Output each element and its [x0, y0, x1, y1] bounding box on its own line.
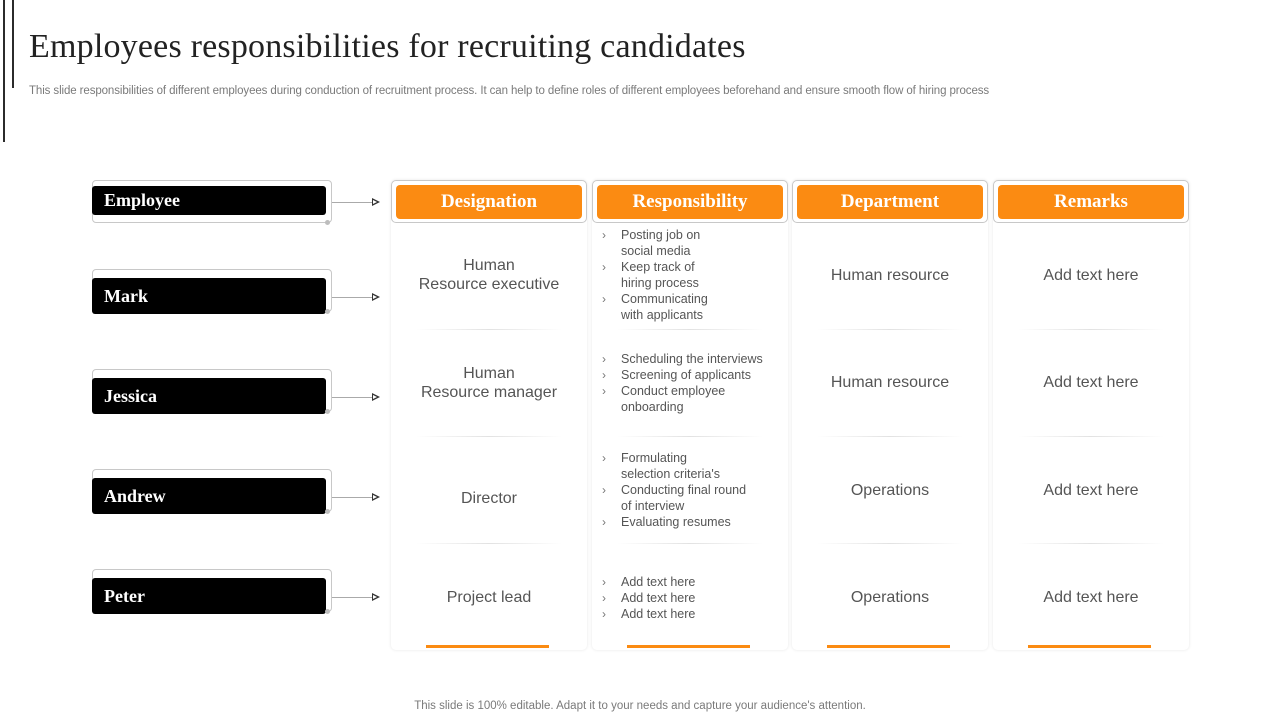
list-item: › Add text here — [602, 606, 696, 621]
chevron-right-icon: › — [602, 383, 606, 398]
remarks-cell: Add text here — [1043, 266, 1139, 284]
accent-bar-left — [3, 0, 5, 142]
list-item: › Conducting final round of interview — [602, 483, 747, 513]
department-cell: Human resource — [830, 374, 950, 391]
column-header-remarks: Remarks — [998, 185, 1184, 219]
arrow-right-icon — [372, 198, 380, 206]
chevron-right-icon: › — [602, 351, 606, 366]
list-item: › Add text here — [602, 590, 696, 605]
remarks-cell: Add text here — [1043, 481, 1139, 499]
designation-cell: Human Resource executive — [418, 257, 560, 293]
employee-name: Jessica — [92, 378, 326, 414]
department-cell: Human resource — [830, 266, 950, 284]
column-accent-underline — [426, 645, 549, 648]
connector-dot — [325, 309, 330, 314]
list-item: › Communicating with applicants — [602, 292, 708, 322]
designation-cell: Project lead — [446, 589, 532, 606]
responsibility-cell — [602, 544, 788, 651]
arrow-right-icon — [372, 593, 380, 601]
list-item: › Conduct employee onboarding — [602, 383, 726, 414]
employee-name: Peter — [92, 578, 326, 614]
employee-label-andrew — [92, 469, 332, 512]
remarks-cell: Add text here — [1043, 374, 1139, 391]
column-accent-underline — [827, 645, 950, 648]
connector-line — [332, 297, 372, 298]
department-cell: Operations — [850, 589, 930, 606]
employee-header-label — [92, 180, 332, 223]
chevron-right-icon: › — [602, 292, 606, 306]
arrow-right-icon — [372, 393, 380, 401]
connector-dot — [325, 220, 330, 225]
responsibility-cell — [602, 437, 788, 543]
chevron-right-icon: › — [602, 483, 606, 497]
department-cell: Operations — [850, 481, 930, 499]
department-column — [792, 180, 988, 650]
chevron-right-icon: › — [602, 590, 606, 605]
connector-line — [332, 202, 372, 203]
chevron-right-icon: › — [602, 515, 606, 529]
page-title: Employees responsibilities for recruiting candidates — [29, 28, 746, 65]
chevron-right-icon: › — [602, 367, 606, 382]
chevron-right-icon: › — [602, 451, 606, 465]
responsibility-column — [592, 180, 788, 650]
designation-cell: Human Resource manager — [420, 364, 558, 401]
column-accent-underline — [627, 645, 750, 648]
column-header-responsibility: Responsibility — [597, 185, 783, 219]
column-header-frame — [993, 180, 1189, 223]
remarks-cell: Add text here — [1043, 589, 1139, 606]
list-item: › Posting job on social media — [602, 228, 701, 258]
designation-column — [391, 180, 587, 650]
column-accent-underline — [1028, 645, 1151, 648]
column-header-designation: Designation — [396, 185, 582, 219]
column-header-department: Department — [797, 185, 983, 219]
responsibility-cell — [602, 330, 788, 435]
page-subtitle: This slide responsibilities of different employees during conduction of recruitment process. It can help to define roles of different employees beforehand and ensure smooth flow of hiring process — [29, 85, 990, 97]
column-header-frame — [592, 180, 788, 223]
accent-bar-right — [12, 0, 14, 88]
employee-name: Andrew — [92, 478, 326, 514]
list-item: › Scheduling the interviews — [602, 351, 763, 366]
arrow-right-icon — [372, 493, 380, 501]
list-item: › Keep track of hiring process — [602, 260, 699, 290]
employee-label-jessica — [92, 369, 332, 412]
employee-label-peter — [92, 569, 332, 612]
chevron-right-icon: › — [602, 260, 606, 274]
connector-dot — [325, 409, 330, 414]
column-header-frame — [792, 180, 988, 223]
employee-header-text: Employee — [92, 186, 326, 215]
employee-name: Mark — [92, 278, 326, 314]
arrow-right-icon — [372, 293, 380, 301]
list-item: › Add text here — [602, 574, 696, 589]
connector-line — [332, 397, 372, 398]
list-item: › Formulating selection criteria's — [602, 451, 720, 481]
connector-dot — [325, 609, 330, 614]
chevron-right-icon: › — [602, 574, 606, 589]
connector-dot — [325, 509, 330, 514]
list-item: › Evaluating resumes — [602, 515, 731, 529]
responsibility-cell — [602, 227, 788, 323]
footer-note: This slide is 100% editable. Adapt it to your needs and capture your audience's attention. — [414, 700, 866, 712]
connector-line — [332, 497, 372, 498]
designation-cell: Director — [460, 489, 517, 507]
connector-line — [332, 597, 372, 598]
chevron-right-icon: › — [602, 228, 606, 242]
column-header-frame — [391, 180, 587, 223]
employee-label-mark — [92, 269, 332, 312]
list-item: › Screening of applicants — [602, 367, 751, 382]
remarks-column — [993, 180, 1189, 650]
chevron-right-icon: › — [602, 606, 606, 621]
